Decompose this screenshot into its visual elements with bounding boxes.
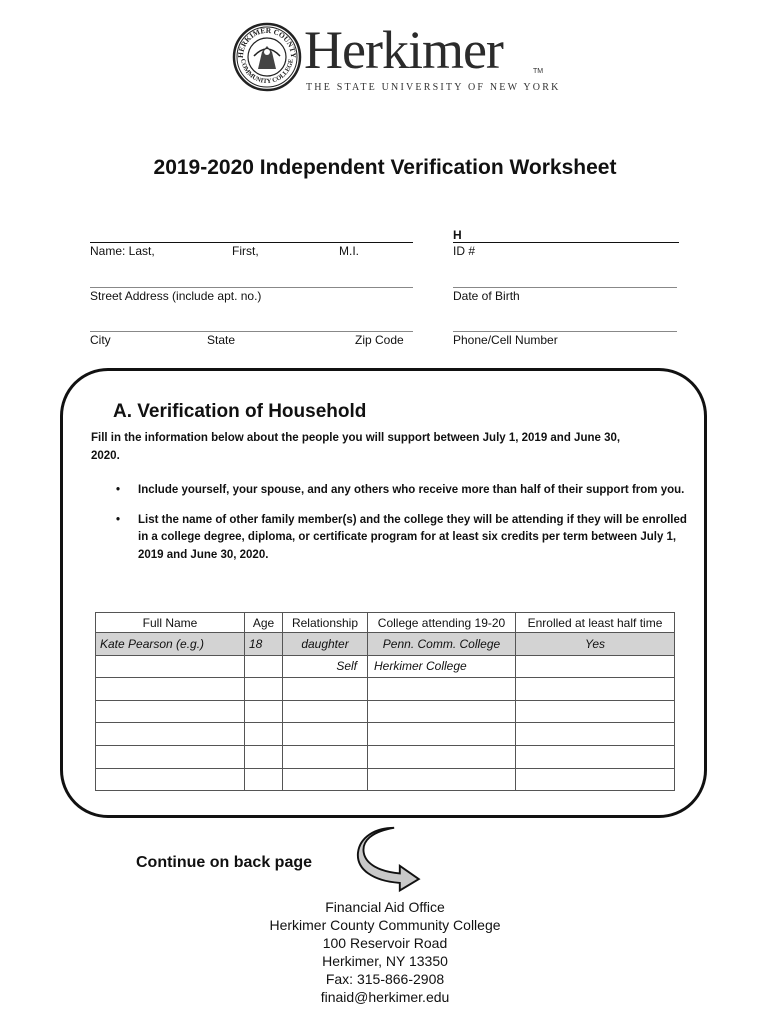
city-state-zip-line[interactable] (90, 331, 413, 332)
cell-relationship[interactable] (283, 768, 368, 791)
col-age: Age (245, 613, 283, 633)
brand-subtitle: THE STATE UNIVERSITY OF NEW YORK (306, 82, 561, 93)
cell-college[interactable]: Penn. Comm. College (368, 633, 516, 656)
curved-arrow-icon (356, 826, 426, 896)
page-title: 2019-2020 Independent Verification Worksheet (153, 156, 617, 179)
cell-age[interactable] (245, 745, 283, 768)
cell-name[interactable] (96, 655, 245, 678)
table-row (96, 745, 675, 768)
college-seal-logo (232, 22, 302, 92)
table-row (96, 768, 675, 791)
brand-name: Herkimer (304, 20, 503, 80)
dob-field-line[interactable] (453, 287, 677, 288)
cell-college[interactable] (368, 700, 516, 723)
cell-enrolled[interactable] (516, 723, 675, 746)
address-line-street: 100 Reservoir Road (322, 935, 448, 951)
state-label: State (207, 333, 236, 347)
cell-college[interactable] (368, 723, 516, 746)
seal-text-bottom: COMMUNITY COLLEGE (239, 58, 295, 86)
instruction-text: List the name of other family member(s) and the college they will be attending if they will be enrolled in a college degree, diploma, or certificate program for at least six credits per term between July 1, 2019 and June 30, 2020. (138, 513, 687, 561)
street-label: Street Address (include apt. no.) (90, 289, 262, 303)
id-label: ID # (453, 244, 476, 258)
cell-age[interactable] (245, 678, 283, 701)
id-field-line[interactable] (453, 242, 679, 243)
cell-relationship[interactable] (283, 723, 368, 746)
cell-name[interactable] (96, 745, 245, 768)
cell-college[interactable] (368, 745, 516, 768)
table-row (96, 723, 675, 746)
instruction-list (112, 482, 697, 576)
col-full-name: Full Name (96, 613, 245, 633)
name-mi-label: M.I. (339, 244, 359, 258)
trademark-mark: TM (533, 68, 544, 75)
cell-age[interactable] (245, 655, 283, 678)
cell-relationship[interactable] (283, 745, 368, 768)
instruction-item (112, 512, 697, 565)
cell-relationship[interactable]: Self (283, 655, 368, 678)
cell-relationship[interactable]: daughter (283, 633, 368, 656)
cell-college[interactable] (368, 768, 516, 791)
cell-relationship[interactable] (283, 700, 368, 723)
bullet-icon: • (116, 484, 121, 496)
cell-age[interactable] (245, 723, 283, 746)
city-label: City (90, 333, 111, 347)
cell-enrolled[interactable] (516, 655, 675, 678)
cell-college[interactable]: Herkimer College (368, 655, 516, 678)
address-line-email[interactable]: finaid@herkimer.edu (320, 989, 450, 1005)
cell-name[interactable] (96, 700, 245, 723)
id-prefix-h: H (453, 228, 462, 242)
col-enrolled: Enrolled at least half time (516, 613, 675, 633)
cell-enrolled[interactable] (516, 768, 675, 791)
cell-name[interactable] (96, 768, 245, 791)
phone-label: Phone/Cell Number (453, 333, 558, 347)
name-last-label: Name: Last, (90, 244, 155, 258)
bullet-icon: • (116, 513, 121, 526)
cell-name[interactable] (96, 678, 245, 701)
cell-age[interactable]: 18 (245, 633, 283, 656)
instruction-text: Include yourself, your spouse, and any others who receive more than half of their support from you. (138, 484, 685, 496)
col-college: College attending 19-20 (368, 613, 516, 633)
cell-age[interactable] (245, 768, 283, 791)
cell-relationship[interactable] (283, 678, 368, 701)
section-a-title: A. Verification of Household (113, 401, 367, 422)
seal-text-top: HERKIMER COUNTY (235, 25, 299, 59)
cell-enrolled[interactable] (516, 700, 675, 723)
cell-enrolled[interactable]: Yes (516, 633, 675, 656)
address-line-office: Financial Aid Office (325, 899, 445, 915)
name-field-line[interactable] (90, 242, 413, 243)
cell-enrolled[interactable] (516, 678, 675, 701)
street-field-line[interactable] (90, 287, 413, 288)
continue-note: Continue on back page (136, 854, 313, 871)
address-line-college: Herkimer County Community College (269, 917, 501, 933)
table-row (96, 655, 675, 678)
cell-name[interactable]: Kate Pearson (e.g.) (96, 633, 245, 656)
office-address (0, 898, 770, 1006)
cell-age[interactable] (245, 700, 283, 723)
cell-enrolled[interactable] (516, 745, 675, 768)
name-first-label: First, (232, 244, 259, 258)
instruction-item (112, 482, 697, 500)
phone-field-line[interactable] (453, 331, 677, 332)
table-row-example (96, 633, 675, 656)
zip-label: Zip Code (355, 333, 404, 347)
table-row (96, 700, 675, 723)
cell-college[interactable] (368, 678, 516, 701)
col-relationship: Relationship (283, 613, 368, 633)
table-row (96, 678, 675, 701)
address-line-city: Herkimer, NY 13350 (322, 953, 448, 969)
household-table (95, 612, 675, 791)
table-header-row (96, 613, 675, 633)
dob-label: Date of Birth (453, 289, 520, 303)
cell-name[interactable] (96, 723, 245, 746)
address-line-fax: Fax: 315-866-2908 (325, 971, 445, 987)
section-a-intro: Fill in the information below about the people you will support between July 1, 2019 and June 30, 2020. (91, 432, 621, 462)
